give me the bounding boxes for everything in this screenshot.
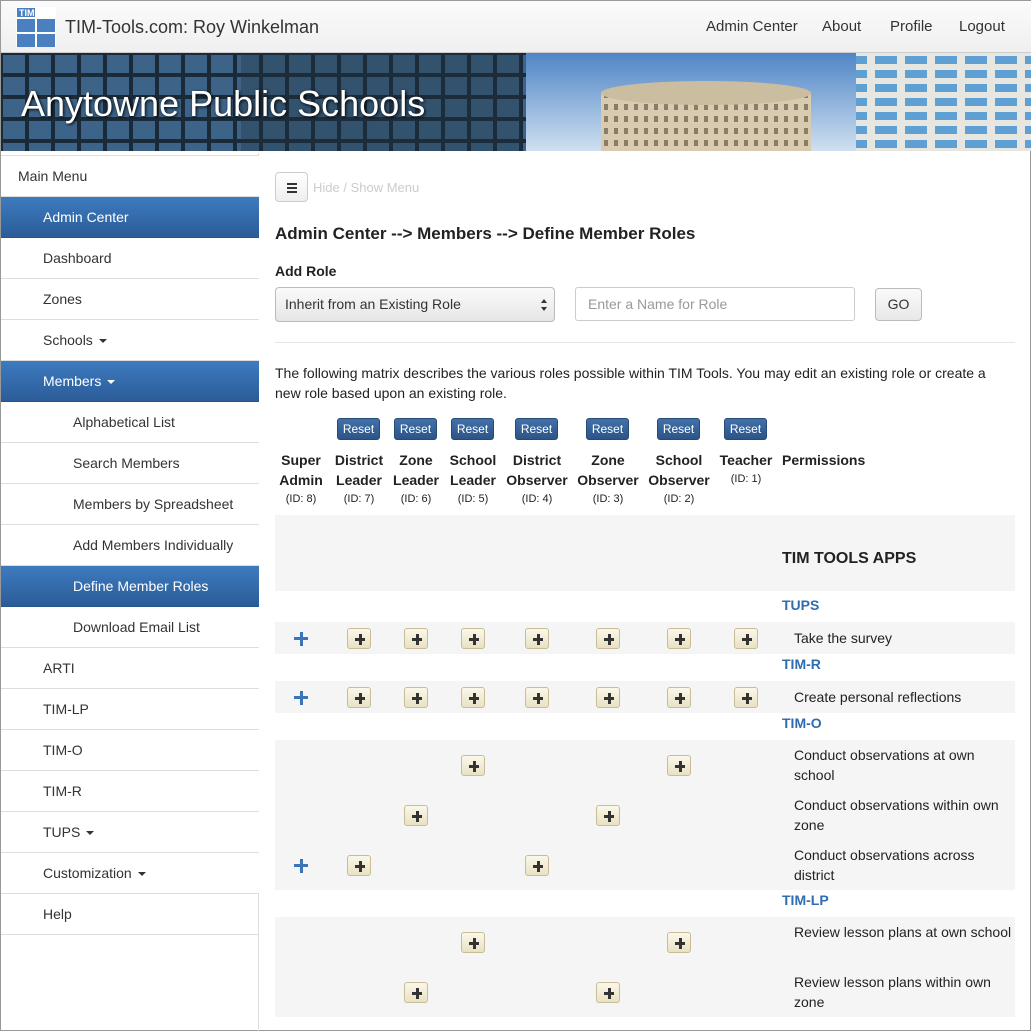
sidebar-item-label: Customization: [43, 865, 132, 881]
column-id: (ID: 2): [663, 493, 695, 505]
add-permission-button[interactable]: [461, 755, 485, 776]
top-navbar: [1, 1, 1031, 53]
permission-label: Conduct observations at own school: [794, 747, 975, 783]
sidebar-item-dashboard[interactable]: [1, 238, 259, 279]
add-permission-button[interactable]: [596, 805, 620, 826]
permission-label: Review lesson plans within own zone: [794, 974, 991, 1010]
sidebar-item-tups[interactable]: [1, 812, 259, 853]
add-permission-button[interactable]: [404, 687, 428, 708]
add-permission-button[interactable]: [525, 687, 549, 708]
sidebar-item-tim-o[interactable]: [1, 730, 259, 771]
app-title-tups[interactable]: TUPS: [782, 597, 820, 613]
column-header-line: Leader: [393, 472, 439, 488]
column-header-line: Observer: [648, 472, 710, 488]
app-title-tim-r[interactable]: TIM-R: [782, 656, 821, 672]
hamburger-icon: [287, 183, 297, 185]
caret-down-icon: [99, 339, 107, 343]
column-header-line: Leader: [336, 472, 382, 488]
sidebar-item-search-members[interactable]: [1, 443, 259, 484]
hamburger-icon: [287, 191, 297, 193]
sidebar-item-label: Dashboard: [43, 250, 112, 266]
column-header: [570, 450, 646, 490]
add-permission-button[interactable]: [404, 982, 428, 1003]
reset-button-zone-observer[interactable]: Reset: [586, 418, 629, 440]
sidebar-item-label: ARTI: [43, 660, 75, 676]
nav-profile[interactable]: Profile: [890, 18, 933, 35]
nav-admin-center[interactable]: Admin Center: [706, 18, 798, 35]
add-permission-button[interactable]: [667, 755, 691, 776]
sidebar-item-add-members-individually[interactable]: [1, 525, 259, 566]
add-permission-button[interactable]: [404, 628, 428, 649]
column-header-line: Teacher: [719, 452, 773, 468]
sidebar-item-label: Download Email List: [73, 619, 200, 635]
sidebar-item-members[interactable]: [1, 361, 259, 402]
column-header-line: District: [512, 452, 562, 468]
add-permission-button[interactable]: [667, 628, 691, 649]
sidebar-item-alphabetical-list[interactable]: [1, 402, 259, 443]
reset-button-teacher[interactable]: Reset: [724, 418, 767, 440]
sidebar-item-label: Add Members Individually: [73, 537, 234, 553]
column-id: (ID: 5): [457, 493, 489, 505]
main-content: [259, 153, 1031, 1031]
permission-label: Take the survey: [794, 630, 893, 646]
menu-toggle-button[interactable]: [275, 172, 308, 202]
column-id: (ID: 7): [343, 493, 375, 505]
add-permission-button[interactable]: [525, 628, 549, 649]
permission-label: Conduct observations across district: [794, 847, 975, 883]
add-permission-icon[interactable]: [294, 632, 308, 646]
column-header-line: Observer: [506, 472, 568, 488]
column-header-line: Super: [281, 452, 321, 468]
column-header: [499, 450, 575, 490]
sidebar-item-label: Members by Spreadsheet: [73, 496, 234, 512]
column-header-line: Admin: [279, 472, 323, 488]
add-permission-icon[interactable]: [294, 691, 308, 705]
column-header: [708, 450, 784, 470]
page-title: Admin Center --> Members --> Define Member Roles: [275, 224, 696, 243]
app-title-tim-o[interactable]: TIM-O: [782, 715, 822, 731]
hamburger-icon: [287, 187, 297, 189]
sidebar-item-label: TIM-R: [43, 783, 82, 799]
column-header-line: School: [655, 452, 703, 468]
permission-label: Review lesson plans at own school: [794, 924, 1012, 940]
add-role-label: Add Role: [275, 263, 337, 279]
sidebar-item-label: Alphabetical List: [73, 414, 175, 430]
sidebar-item-label: TUPS: [43, 824, 81, 840]
add-permission-button[interactable]: [596, 982, 620, 1003]
sidebar-item-tim-r[interactable]: [1, 771, 259, 812]
tim-logo[interactable]: [16, 7, 56, 47]
sidebar-item-label: Help: [43, 906, 72, 922]
column-id: (ID: 3): [592, 493, 624, 505]
add-permission-button[interactable]: [734, 628, 758, 649]
add-permission-button[interactable]: [461, 628, 485, 649]
brand-title[interactable]: TIM-Tools.com: Roy Winkelman: [65, 17, 320, 37]
add-permission-button[interactable]: [667, 687, 691, 708]
sidebar-item-label: Search Members: [73, 455, 180, 471]
matrix-description: The following matrix describes the various roles possible within TIM Tools. You may edit an existing role or create a new role based upon an existing role.: [275, 365, 986, 401]
sidebar-item-tim-lp[interactable]: [1, 689, 259, 730]
select-arrows-icon: [540, 297, 548, 313]
add-permission-button[interactable]: [461, 932, 485, 953]
column-header: [641, 450, 717, 490]
reset-button-school-leader[interactable]: Reset: [451, 418, 494, 440]
add-permission-button[interactable]: [347, 628, 371, 649]
reset-button-district-leader[interactable]: Reset: [337, 418, 380, 440]
inherit-role-select[interactable]: [275, 287, 555, 322]
sidebar-item-members-by-spreadsheet[interactable]: [1, 484, 259, 525]
add-permission-button[interactable]: [347, 687, 371, 708]
column-header-line: Observer: [577, 472, 639, 488]
add-permission-button[interactable]: [461, 687, 485, 708]
caret-down-icon: [138, 872, 146, 876]
permissions-header: Permissions: [782, 452, 866, 468]
sidebar-item-label: TIM-LP: [43, 701, 89, 717]
add-permission-icon[interactable]: [294, 859, 308, 873]
add-permission-button[interactable]: [404, 805, 428, 826]
divider: [275, 342, 1015, 343]
sidebar-item-admin-center[interactable]: [1, 197, 259, 238]
add-permission-button[interactable]: [596, 628, 620, 649]
nav-logout[interactable]: Logout: [959, 18, 1005, 35]
go-button[interactable]: GO: [875, 288, 922, 321]
sidebar-item-help[interactable]: [1, 894, 259, 935]
column-header-line: Leader: [450, 472, 496, 488]
reset-button-district-observer[interactable]: Reset: [515, 418, 558, 440]
sidebar-item-label: Schools: [43, 332, 93, 348]
sidebar-item-arti[interactable]: [1, 648, 259, 689]
column-header-line: Zone: [591, 452, 625, 468]
sidebar-item-label: Define Member Roles: [73, 578, 209, 594]
svg-text:TIM: TIM: [19, 8, 35, 18]
reset-button-zone-leader[interactable]: Reset: [394, 418, 437, 440]
hide-show-menu-label: Hide / Show Menu: [313, 180, 420, 195]
role-name-input[interactable]: [575, 287, 855, 321]
sidebar-item-label: Members: [43, 373, 102, 389]
nav-about[interactable]: About: [822, 18, 862, 35]
add-permission-button[interactable]: [525, 855, 549, 876]
app-title-tim-lp[interactable]: TIM-LP: [782, 892, 829, 908]
sidebar-item-schools[interactable]: [1, 320, 259, 361]
caret-down-icon: [107, 380, 115, 384]
sidebar-item-download-email-list[interactable]: [1, 607, 259, 648]
column-header-line: Zone: [399, 452, 433, 468]
add-permission-button[interactable]: [734, 687, 758, 708]
inherit-role-select-value: Inherit from an Existing Role: [285, 296, 461, 312]
banner: [1, 53, 1031, 151]
sidebar-item-main-menu[interactable]: [1, 156, 259, 197]
column-header-line: District: [334, 452, 384, 468]
column-id: (ID: 4): [521, 493, 553, 505]
column-id: (ID: 1): [730, 473, 762, 485]
reset-button-school-observer[interactable]: Reset: [657, 418, 700, 440]
banner-title: Anytowne Public Schools: [21, 83, 426, 124]
column-header-line: School: [449, 452, 497, 468]
permission-label: Conduct observations within own zone: [794, 797, 999, 833]
add-permission-button[interactable]: [667, 932, 691, 953]
sidebar-item-customization[interactable]: [1, 853, 259, 894]
sidebar-item-define-member-roles[interactable]: [1, 566, 259, 607]
column-id: (ID: 8): [285, 493, 317, 505]
sidebar-item-label: Zones: [43, 291, 82, 307]
sidebar-item-label: Main Menu: [18, 168, 88, 184]
sidebar-item-label: TIM-O: [43, 742, 83, 758]
caret-down-icon: [86, 831, 94, 835]
add-permission-button[interactable]: [347, 855, 371, 876]
sidebar-item-zones[interactable]: [1, 279, 259, 320]
permission-label: Create personal reflections: [794, 689, 962, 705]
column-id: (ID: 6): [400, 493, 432, 505]
sidebar-item-label: Admin Center: [43, 209, 129, 225]
add-permission-button[interactable]: [596, 687, 620, 708]
sidebar: [1, 155, 259, 922]
section-title: TIM TOOLS APPS: [782, 550, 917, 567]
